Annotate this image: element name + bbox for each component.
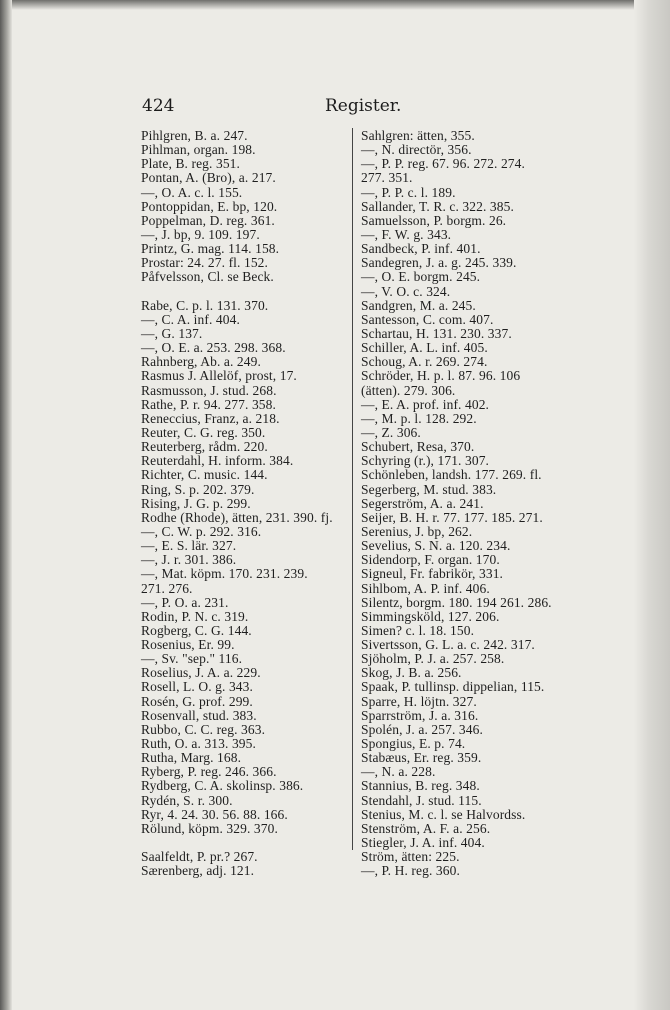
index-entry: Schiller, A. L. inf. 405.: [361, 340, 488, 356]
page-top-edge: [0, 0, 670, 10]
index-entry: Stenius, M. c. l. se Halvordss.: [361, 806, 526, 822]
index-entry: Prostar: 24. 27. fl. 152.: [141, 255, 268, 271]
index-entry: Sparrström, J. a. 316.: [361, 707, 479, 723]
index-entry: —, F. W. g. 343.: [361, 226, 452, 242]
index-entry: Segerberg, M. stud. 383.: [361, 481, 497, 497]
index-entry: Rölund, köpm. 329. 370.: [141, 820, 278, 836]
index-entry: Sandegren, J. a. g. 245. 339.: [361, 255, 517, 271]
index-entry: Sevelius, S. N. a. 120. 234.: [361, 538, 511, 554]
index-entry: —, V. O. c. 324.: [361, 283, 451, 299]
index-entry: Pihlman, organ. 198.: [141, 142, 256, 158]
running-title: Register.: [325, 96, 402, 116]
index-entry: Reuterdahl, H. inform. 384.: [141, 453, 294, 469]
index-entry: 271. 276.: [141, 580, 193, 596]
index-entry: —, Z. 306.: [361, 424, 421, 440]
index-entry: —, N. directör, 356.: [361, 142, 472, 158]
index-entry: Saalfeldt, P. pr.? 267.: [141, 849, 258, 865]
index-entry: Stendahl, J. stud. 115.: [361, 792, 482, 808]
index-entry: Rodin, P. N. c. 319.: [141, 608, 249, 624]
index-entry: Schröder, H. p. l. 87. 96. 106: [361, 368, 521, 384]
index-entry: —, C. W. p. 292. 316.: [141, 523, 262, 539]
index-gap: [141, 285, 346, 299]
index-entry: —, O. E. borgm. 245.: [361, 269, 481, 285]
index-entry: Reuterberg, rådm. 220.: [141, 439, 268, 455]
index-entry: —, J. bp, 9. 109. 197.: [141, 226, 260, 242]
index-entry: —, N. a. 228.: [361, 764, 436, 780]
index-entry: Rasmus J. Allelöf, prost, 17.: [141, 368, 297, 384]
page-header: [142, 96, 572, 120]
index-gap: [141, 836, 346, 850]
index-entry: —, C. A. inf. 404.: [141, 311, 240, 327]
index-entry: Ryberg, P. reg. 246. 366.: [141, 764, 277, 780]
page-number: 424: [142, 96, 175, 116]
index-entry: Richter, C. music. 144.: [141, 467, 268, 483]
index-entry: Pihlgren, B. a. 247.: [141, 128, 248, 143]
index-entry: —, G. 137.: [141, 325, 203, 341]
index-entry: Pontan, A. (Bro), a. 217.: [141, 170, 276, 186]
index-entry: Serenius, J. bp, 262.: [361, 523, 473, 539]
index-entry: Rosenius, Er. 99.: [141, 637, 235, 653]
index-entry: —, P. O. a. 231.: [141, 594, 229, 610]
index-entry: Rabe, C. p. l. 131. 370.: [141, 297, 269, 313]
index-entry: Rydberg, C. A. skolinsp. 386.: [141, 778, 304, 794]
index-entry: Sjöholm, P. J. a. 257. 258.: [361, 651, 505, 667]
index-entry: Sandbeck, P. inf. 401.: [361, 241, 481, 257]
index-entry: Schönleben, landsh. 177. 269. fl.: [361, 467, 542, 483]
index-entry: —, P. H. reg. 360.: [361, 863, 460, 879]
index-column-right: [361, 129, 573, 878]
index-entry: Rahnberg, Ab. a. 249.: [141, 354, 261, 370]
index-entry: —, O. E. a. 253. 298. 368.: [141, 340, 286, 356]
index-entry: Påfvelsson, Cl. se Beck.: [141, 269, 274, 285]
index-entry: Spolén, J. a. 257. 346.: [361, 721, 483, 737]
index-entry: Seijer, B. H. r. 77. 177. 185. 271.: [361, 509, 543, 525]
index-entry: Sparre, H. löjtn. 327.: [361, 693, 477, 709]
index-column-left: [141, 129, 346, 878]
index-entry: Rogberg, C. G. 144.: [141, 622, 252, 638]
index-entry: Rising, J. G. p. 299.: [141, 495, 251, 511]
index-entry: —, E. A. prof. inf. 402.: [361, 396, 490, 412]
index-entry: Stabæus, Er. reg. 359.: [361, 750, 482, 766]
index-entry: Rubbo, C. C. reg. 363.: [141, 721, 266, 737]
index-entry: Rydén, S. r. 300.: [141, 792, 233, 808]
index-entry: Reneccius, Franz, a. 218.: [141, 410, 280, 426]
index-entry: Rathe, P. r. 94. 277. 358.: [141, 396, 276, 412]
index-entry: 277. 351.: [361, 170, 413, 186]
index-entry: Rosenvall, stud. 383.: [141, 707, 257, 723]
column-divider: [352, 128, 353, 850]
index-entry: Sidendorp, F. organ. 170.: [361, 552, 500, 568]
index-entry: Rosén, G. prof. 299.: [141, 693, 253, 709]
index-entry: Stenström, A. F. a. 256.: [361, 820, 491, 836]
index-entry: Rutha, Marg. 168.: [141, 750, 242, 766]
index-entry: Sahlgren: ätten, 355.: [361, 128, 475, 143]
index-entry: Spongius, E. p. 74.: [361, 736, 466, 752]
index-entry: (ätten). 279. 306.: [361, 382, 456, 398]
index-entry: Santesson, C. com. 407.: [361, 311, 494, 327]
index-entry: Printz, G. mag. 114. 158.: [141, 241, 280, 257]
index-entry: —, O. A. c. l. 155.: [141, 184, 243, 200]
index-entry: Ruth, O. a. 313. 395.: [141, 736, 256, 752]
index-entry: Ring, S. p. 202. 379.: [141, 481, 255, 497]
index-entry: Signeul, Fr. fabrikör, 331.: [361, 566, 504, 582]
index-entry: Rodhe (Rhode), ätten, 231. 390. fj.: [141, 509, 333, 525]
index-entry: Pontoppidan, E. bp, 120.: [141, 198, 278, 214]
index-entry: Roselius, J. A. a. 229.: [141, 665, 261, 681]
index-entry: —, E. S. lär. 327.: [141, 538, 237, 554]
index-entry: Rasmusson, J. stud. 268.: [141, 382, 277, 398]
index-entry: —, P. P. reg. 67. 96. 272. 274.: [361, 156, 525, 172]
index-entry: Schubert, Resa, 370.: [361, 439, 475, 455]
index-entry: Schoug, A. r. 269. 274.: [361, 354, 488, 370]
index-entry: —, P. P. c. l. 189.: [361, 184, 456, 200]
index-entry: Schartau, H. 131. 230. 337.: [361, 325, 512, 341]
index-entry: —, M. p. l. 128. 292.: [361, 410, 477, 426]
index-entry: Reuter, C. G. reg. 350.: [141, 424, 266, 440]
index-entry: Samuelsson, P. borgm. 26.: [361, 212, 507, 228]
index-entry: Schyring (r.), 171. 307.: [361, 453, 490, 469]
index-entry: Stannius, B. reg. 348.: [361, 778, 480, 794]
index-entry: Rosell, L. O. g. 343.: [141, 679, 253, 695]
index-entry: Ström, ätten: 225.: [361, 849, 460, 865]
index-entry: Simmingsköld, 127. 206.: [361, 608, 500, 624]
index-entry: Ryr, 4. 24. 30. 56. 88. 166.: [141, 806, 288, 822]
page-left-edge: [0, 0, 12, 1010]
index-entry: Sandgren, M. a. 245.: [361, 297, 476, 313]
index-entry: Skog, J. B. a. 256.: [361, 665, 462, 681]
index-entry: Sivertsson, G. L. a. c. 242. 317.: [361, 637, 535, 653]
page-right-edge: [634, 0, 670, 1010]
index-entry: —, J. r. 301. 386.: [141, 552, 237, 568]
index-entry: —, Sv. "sep." 116.: [141, 651, 243, 667]
index-entry: Sihlbom, A. P. inf. 406.: [361, 580, 490, 596]
index-entry: Spaak, P. tullinsp. dippelian, 115.: [361, 679, 545, 695]
index-entry: Stiegler, J. A. inf. 404.: [361, 835, 485, 851]
index-entry: Plate, B. reg. 351.: [141, 156, 241, 172]
index-entry: Simen? c. l. 18. 150.: [361, 622, 475, 638]
index-entry: Sallander, T. R. c. 322. 385.: [361, 198, 514, 214]
index-entry: Segerström, A. a. 241.: [361, 495, 484, 511]
index-entry: Poppelman, D. reg. 361.: [141, 212, 275, 228]
index-entry: —, Mat. köpm. 170. 231. 239.: [141, 566, 308, 582]
index-entry: Silentz, borgm. 180. 194 261. 286.: [361, 594, 552, 610]
index-entry: Særenberg, adj. 121.: [141, 863, 255, 879]
